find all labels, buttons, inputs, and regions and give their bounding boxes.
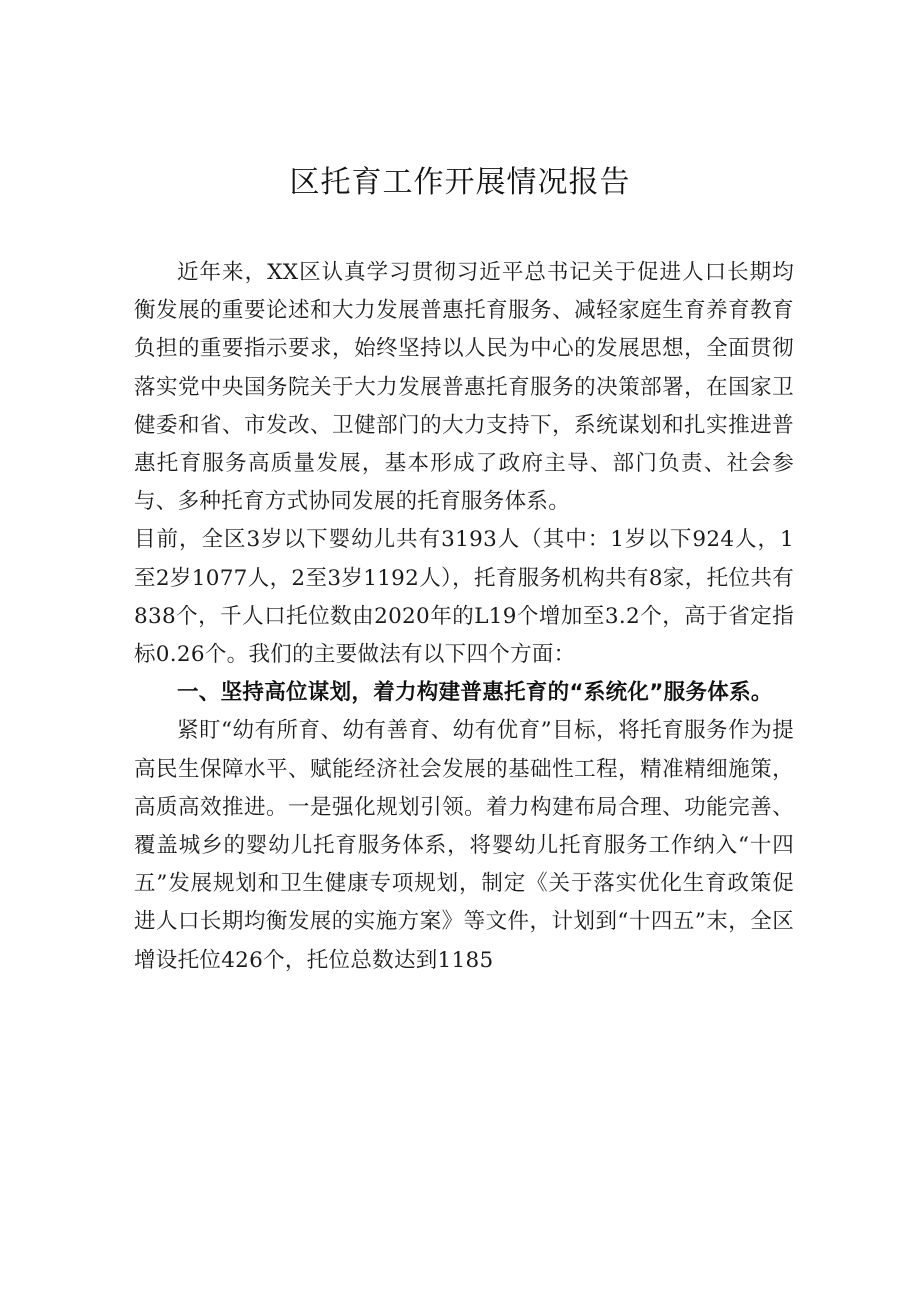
stats-paragraph: 目前，全区3岁以下婴幼儿共有3193人（其中：1岁以下924人，1至2岁1077人，2至3岁1192人），托育服务机构共有8家，托位共有838个，千人口托位数由2020年的L19个增加至3.2个，高于省定指标0.26个。我们的主要做法有以下四个方面：: [134, 527, 794, 668]
intro-paragraph: 近年来，XX区认真学习贯彻习近平总书记关于促进人口长期均衡发展的重要论述和大力发展普惠托育服务、减轻家庭生育养育教育负担的重要指示要求，始终坚持以人民为中心的发展思想，全面贯彻落实党中央国务院关于大力发展普惠托育服务的决策部署，在国家卫健委和省、市发改、卫健部门的大力支持下，系统谋划和扎实推进普惠托育服务高质量发展，基本形成了政府主导、部门负责、社会参与、多种托育方式协同发展的托育服务体系。: [134, 260, 794, 515]
document-title: 区托育工作开展情况报告: [289, 165, 631, 200]
section-1-paragraph: 紧盯“幼有所育、幼有善育、幼有优育”目标，将托育服务作为提高民生保障水平、赋能经济社会发展的基础性工程，精准精细施策，高质高效推进。一是强化规划引领。着力构建布局合理、功能完善、覆盖城乡的婴幼儿托育服务体系，将婴幼儿托育服务工作纳入“十四五”发展规划和卫生健康专项规划，制定《关于落实优化生育政策促进人口长期均衡发展的实施方案》等文件，计划到“十四五”末，全区增设托位426个，托位总数达到1185: [134, 718, 794, 973]
document-body: [134, 254, 794, 980]
section-1-heading: 一、坚持高位谋划，着力构建普惠托育的“系统化”服务体系。: [177, 680, 773, 706]
